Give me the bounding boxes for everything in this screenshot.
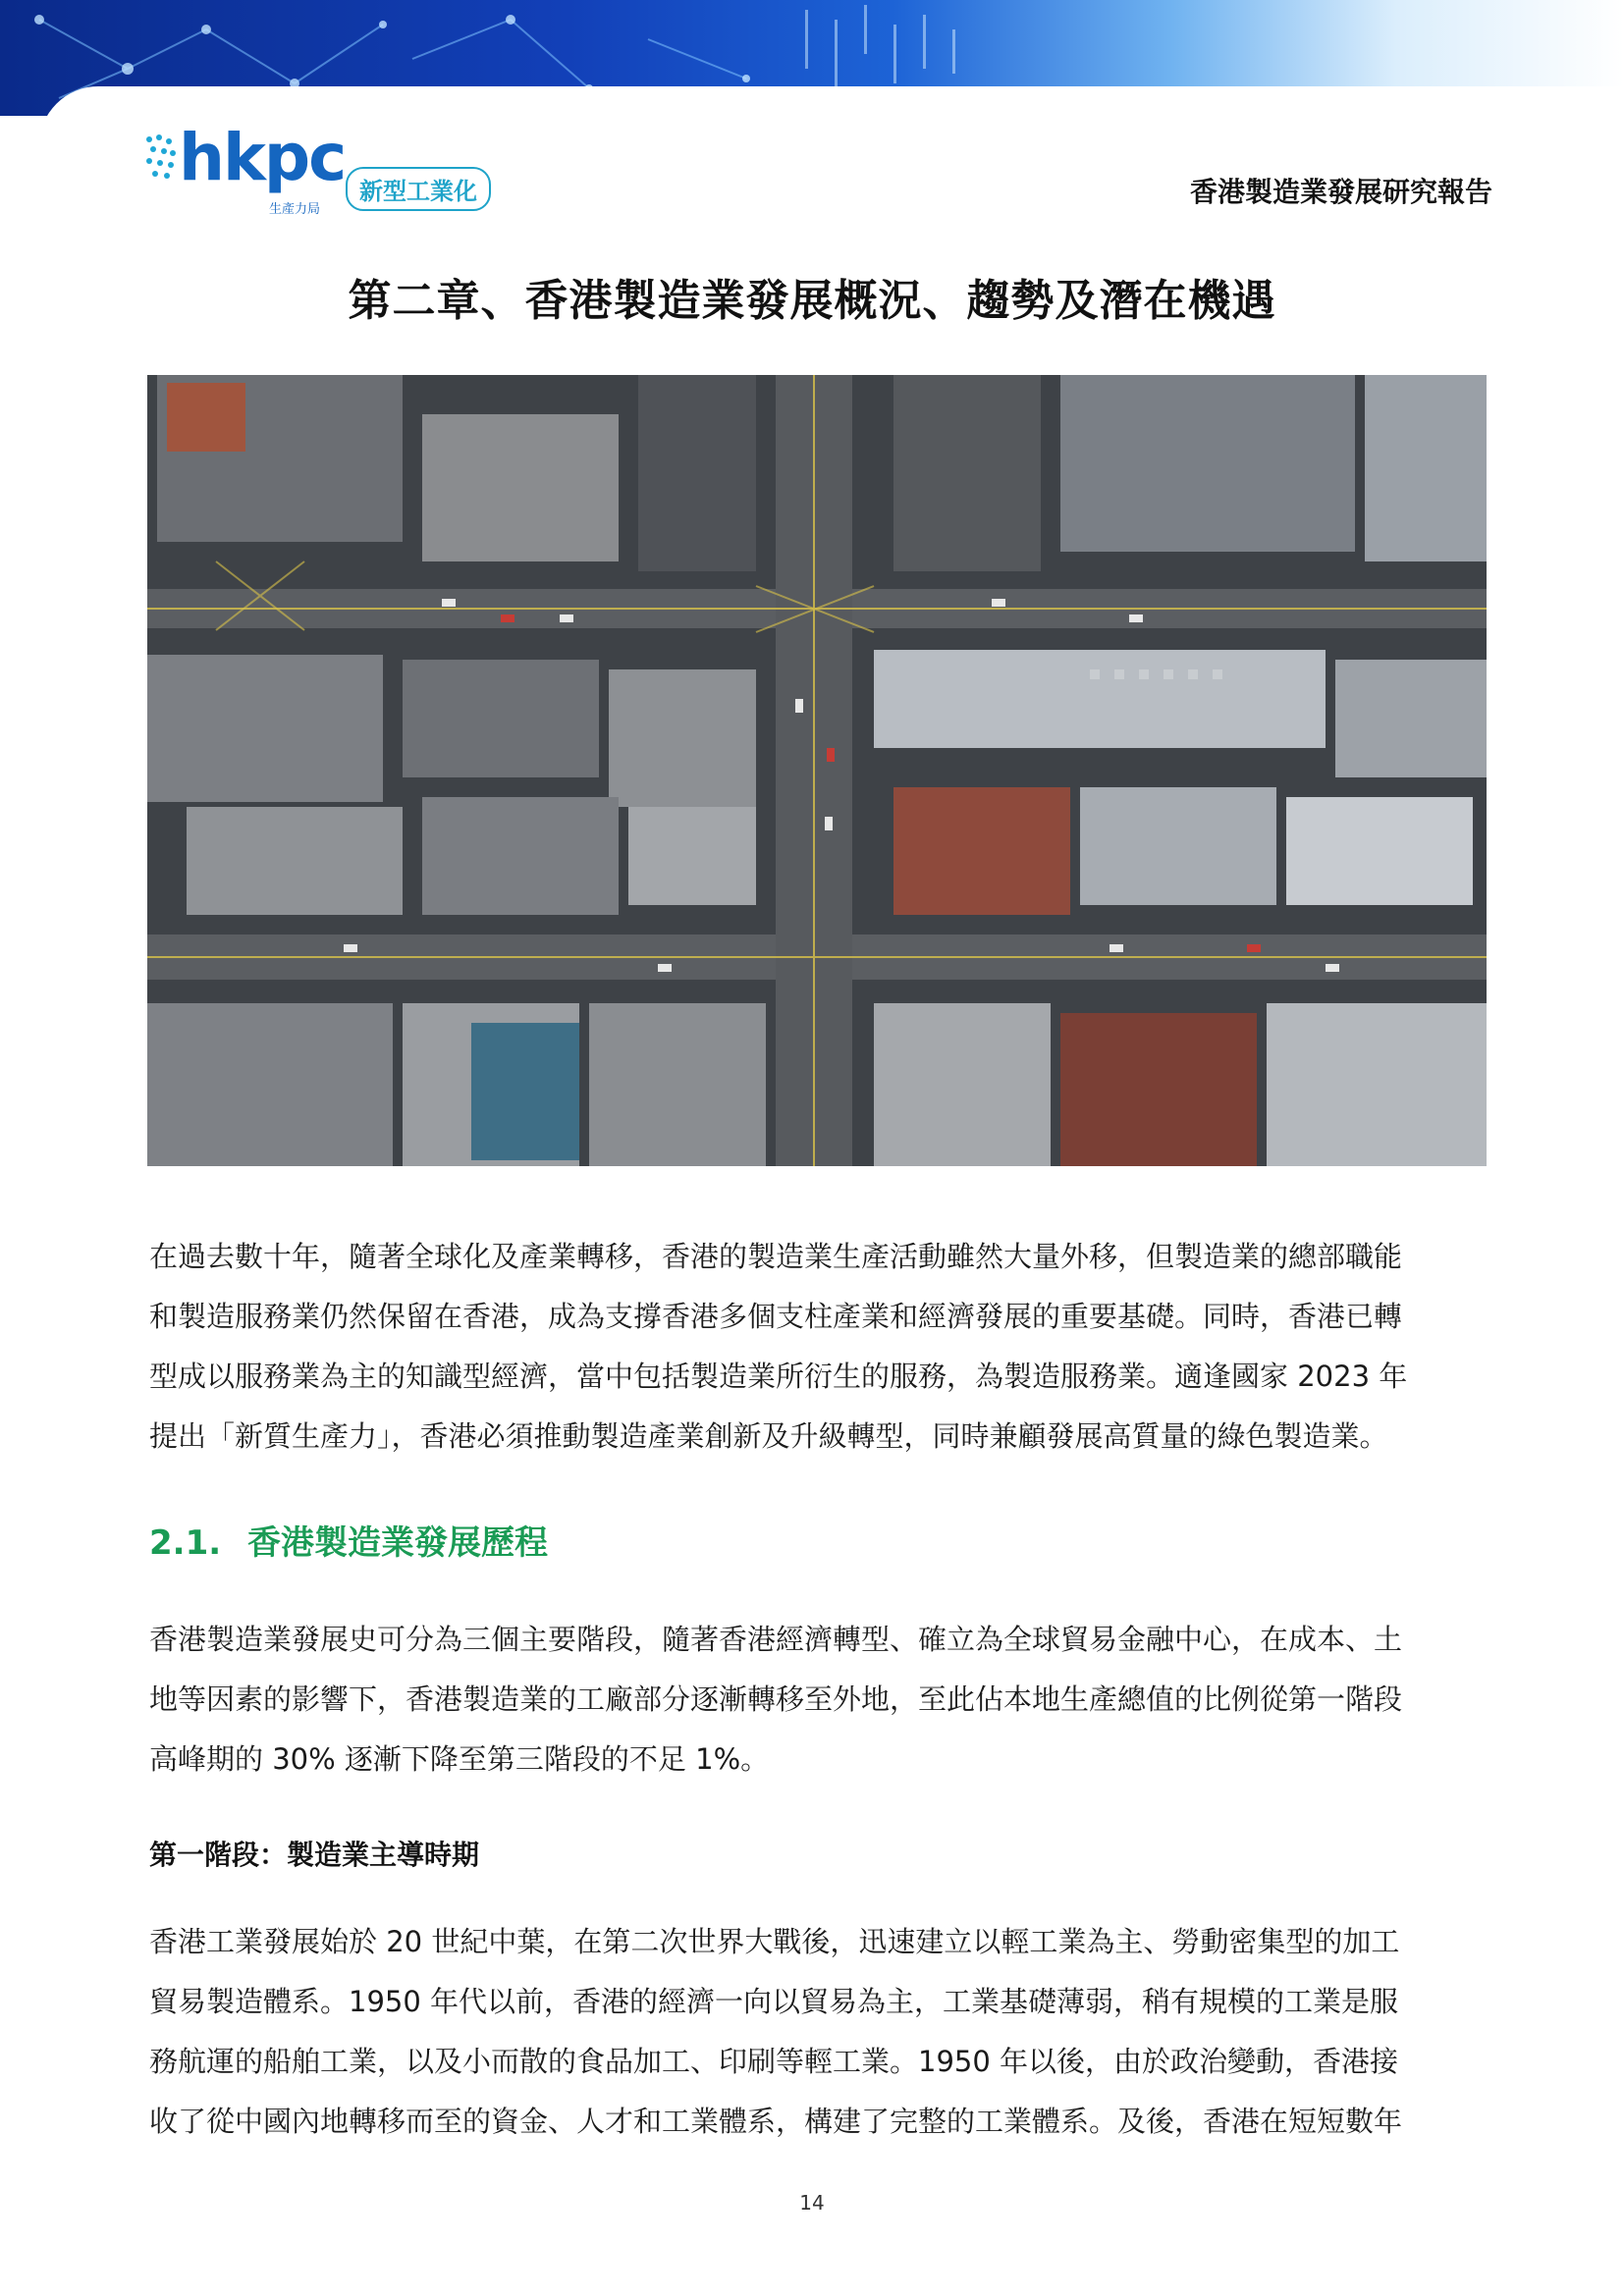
paragraph-line: 收了從中國內地轉移而至的資金、人才和工業體系，構建了完整的工業體系。及後，香港在短短數年 bbox=[149, 2105, 1403, 2138]
aerial-city-photo bbox=[147, 375, 1487, 1166]
paragraph-line: 務航運的船舶工業，以及小而散的食品加工、印刷等輕工業。1950 年以後，由於政治變動，香港接 bbox=[149, 2045, 1399, 2078]
section-title: 香港製造業發展歷程 bbox=[247, 1523, 548, 1563]
logo-dots-icon bbox=[143, 132, 179, 190]
report-title: 香港製造業發展研究報告 bbox=[1189, 176, 1492, 208]
paragraph-line: 地等因素的影響下，香港製造業的工廠部分逐漸轉移至外地，至此佔本地生產總值的比例從第一階段 bbox=[149, 1682, 1403, 1716]
paragraph-line: 貿易製造體系。1950 年代以前，香港的經濟一向以貿易為主，工業基礎薄弱，稍有規模的工業是服 bbox=[149, 1985, 1399, 2018]
section-paragraph bbox=[149, 1610, 1489, 1789]
intro-paragraph bbox=[149, 1227, 1489, 1467]
banner-curve bbox=[39, 86, 1624, 116]
section-heading bbox=[149, 1516, 548, 1564]
stage-paragraph bbox=[149, 1912, 1489, 2152]
page-number: 14 bbox=[799, 2191, 825, 2215]
chapter-title: 第二章、香港製造業發展概況、趨勢及潛在機遇 bbox=[348, 276, 1276, 326]
paragraph-line: 在過去數十年，隨著全球化及產業轉移，香港的製造業生產活動雖然大量外移，但製造業的總部職能 bbox=[149, 1240, 1403, 1273]
logo-subtext: 生產力局 bbox=[269, 202, 321, 217]
logo-tag: 新型工業化 bbox=[346, 167, 491, 211]
header-banner bbox=[0, 0, 1624, 116]
logo-wordmark: hkpc bbox=[179, 120, 346, 195]
paragraph-line: 型成以服務業為主的知識型經濟，當中包括製造業所衍生的服務，為製造服務業。適逢國家 2023 年 bbox=[149, 1360, 1408, 1393]
stage-heading: 第一階段：製造業主導時期 bbox=[149, 1839, 480, 1871]
paragraph-line: 提出「新質生產力」，香港必須推動製造產業創新及升級轉型，同時兼顧發展高質量的綠色製造業。 bbox=[149, 1419, 1388, 1453]
paragraph-line: 高峰期的 30% 逐漸下降至第三階段的不足 1%。 bbox=[149, 1742, 770, 1776]
paragraph-line: 和製造服務業仍然保留在香港，成為支撐香港多個支柱產業和經濟發展的重要基礎。同時，香港已轉 bbox=[149, 1300, 1403, 1333]
section-number: 2.1. bbox=[149, 1523, 222, 1563]
paragraph-line: 香港工業發展始於 20 世紀中葉，在第二次世界大戰後，迅速建立以輕工業為主、勞動密集型的加工 bbox=[149, 1925, 1400, 1958]
paragraph-line: 香港製造業發展史可分為三個主要階段，隨著香港經濟轉型、確立為全球貿易金融中心，在成本、土 bbox=[149, 1623, 1403, 1656]
hkpc-logo bbox=[143, 120, 516, 217]
aerial-city-illustration bbox=[147, 375, 1487, 1166]
